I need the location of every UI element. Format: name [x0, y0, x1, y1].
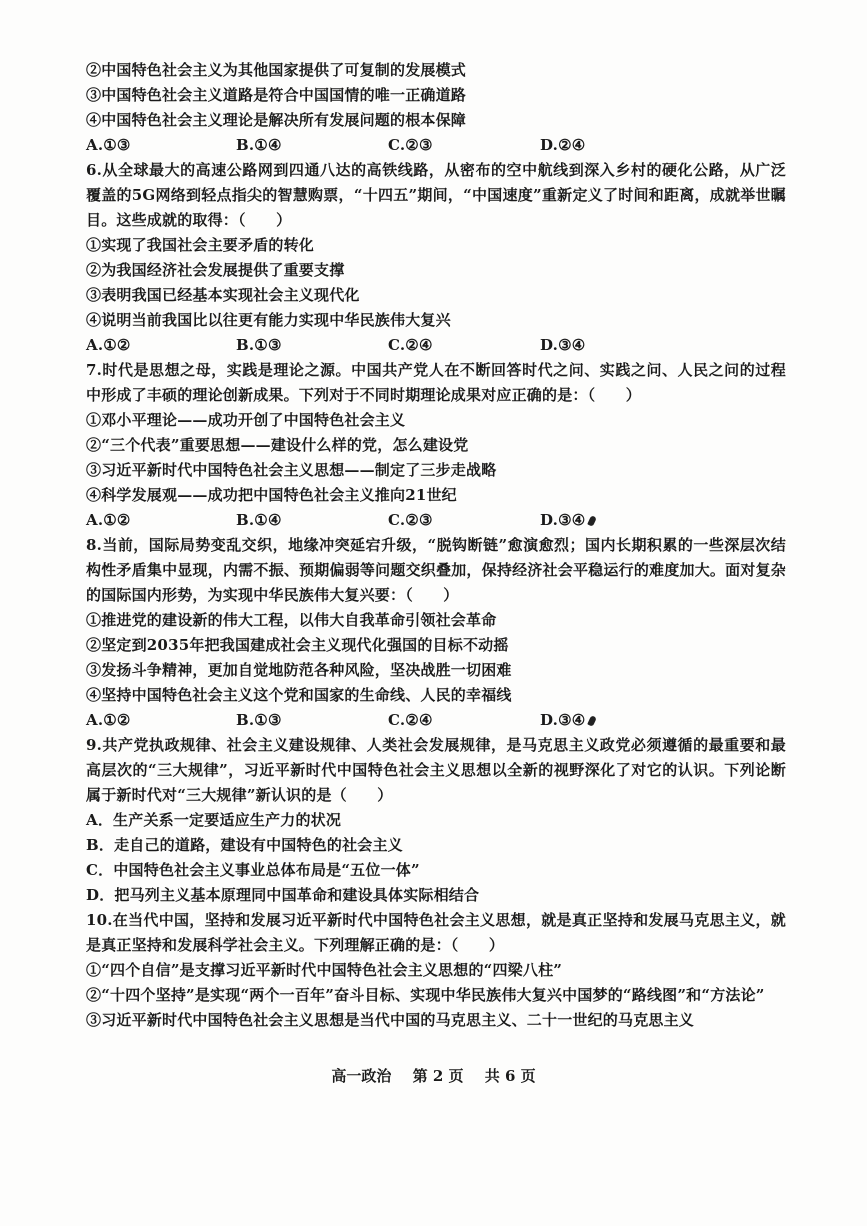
q9-option-c: C．中国特色社会主义事业总体布局是“五位一体”: [86, 861, 420, 879]
q7-option-4: ④科学发展观——成功把中国特色社会主义推向21世纪: [86, 486, 457, 504]
q7-option-3: ③习近平新时代中国特色社会主义思想——制定了三步走战略: [86, 461, 497, 479]
question-10-stem: 10.在当代中国，坚持和发展习近平新时代中国特色社会主义思想，就是真正坚持和发展马克思主义，就是真正坚持和发展科学社会主义。下列理解正确的是：（ ）: [86, 911, 786, 954]
pen-mark: [588, 515, 598, 527]
q9-option-b: B．走自己的道路，建设有中国特色的社会主义: [86, 836, 403, 854]
q6-option-3: ③表明我国已经基本实现社会主义现代化: [86, 286, 360, 304]
q6-choice-d: D.③④: [540, 336, 586, 354]
q7-choice-c: C.②③: [388, 511, 433, 529]
choice-a: A.①③: [86, 136, 131, 154]
q6-option-4: ④说明当前我国比以往更有能力实现中华民族伟大复兴: [86, 311, 451, 329]
q7-option-2: ②“三个代表”重要思想——建设什么样的党，怎么建设党: [86, 436, 469, 454]
question-6: [86, 158, 786, 358]
q10-option-1: ①“四个自信”是支撑习近平新时代中国特色社会主义思想的“四梁八柱”: [86, 961, 563, 979]
q7-choice-a: A.①②: [86, 511, 131, 529]
q7-option-1: ①邓小平理论——成功开创了中国特色社会主义: [86, 411, 406, 429]
choice-b: B.①④: [236, 136, 282, 154]
question-5-continued: [86, 58, 786, 158]
page-footer: [0, 1065, 867, 1086]
q6-choice-c: C.②④: [388, 336, 433, 354]
q7-choice-d: [540, 508, 692, 533]
q10-option-2: ②“十四个坚持”是实现“两个一百年”奋斗目标、实现中华民族伟大复兴中国梦的“路线图”和“方法论”: [86, 986, 765, 1004]
q6-answer-choices: [86, 333, 786, 358]
q8-choice-d: [540, 708, 692, 733]
q8-choice-d-label: D.③④: [540, 711, 586, 729]
q8-option-1: ①推进党的建设新的伟大工程，以伟大自我革命引领社会革命: [86, 611, 497, 629]
q9-option-d: D．把马列主义基本原理同中国革命和建设具体实际相结合: [86, 886, 480, 904]
q8-option-3: ③发扬斗争精神，更加自觉地防范各种风险，坚决战胜一切困难: [86, 661, 512, 679]
option-4: ④中国特色社会主义理论是解决所有发展问题的根本保障: [86, 111, 467, 129]
footer-page-number: 第 2 页: [412, 1067, 464, 1085]
question-7-stem: 7.时代是思想之母，实践是理论之源。中国共产党人在不断回答时代之问、实践之问、人民之问的过程中形成了丰硕的理论创新成果。下列对于不同时期理论成果对应正确的是：（ ）: [86, 361, 786, 404]
q8-choice-a: A.①②: [86, 711, 131, 729]
question-9: [86, 733, 786, 908]
question-7: [86, 358, 786, 533]
q7-choice-b: B.①④: [236, 511, 282, 529]
question-10: [86, 908, 786, 1033]
q8-choice-b: B.①③: [236, 711, 282, 729]
pen-mark: [588, 715, 598, 727]
answer-choices: [86, 133, 786, 158]
q8-choice-c: C.②④: [388, 711, 433, 729]
choice-c: C.②③: [388, 136, 433, 154]
question-9-stem: 9.共产党执政规律、社会主义建设规律、人类社会发展规律，是马克思主义政党必须遵循的最重要和最高层次的“三大规律”，习近平新时代中国特色社会主义思想以全新的视野深化了对它的认识。下列论断属于新时代对“三大规律”新认识的是（ ）: [86, 736, 786, 804]
q7-answer-choices: [86, 508, 786, 533]
q8-option-4: ④坚持中国特色社会主义这个党和国家的生命线、人民的幸福线: [86, 686, 512, 704]
option-3: ③中国特色社会主义道路是符合中国国情的唯一正确道路: [86, 86, 467, 104]
q6-choice-a: A.①②: [86, 336, 131, 354]
option-2: ②中国特色社会主义为其他国家提供了可复制的发展模式: [86, 61, 467, 79]
q6-option-1: ①实现了我国社会主要矛盾的转化: [86, 236, 315, 254]
q6-option-2: ②为我国经济社会发展提供了重要支撑: [86, 261, 345, 279]
footer-subject: 高一政治: [331, 1067, 392, 1085]
footer-total-pages: 共 6 页: [484, 1067, 536, 1085]
question-8: [86, 533, 786, 733]
question-8-stem: 8.当前，国际局势变乱交织，地缘冲突延宕升级，“脱钩断链”愈演愈烈；国内长期积累的一些深层次结构性矛盾集中显现，内需不振、预期偏弱等问题交织叠加，保持经济社会平稳运行的难度加大。面对复杂的国际国内形势，为实现中华民族伟大复兴要：（ ）: [86, 536, 786, 604]
q10-option-3: ③习近平新时代中国特色社会主义思想是当代中国的马克思主义、二十一世纪的马克思主义: [86, 1011, 695, 1029]
q8-option-2: ②坚定到2035年把我国建成社会主义现代化强国的目标不动摇: [86, 636, 509, 654]
q9-option-a: A．生产关系一定要适应生产力的状况: [86, 811, 342, 829]
q6-choice-b: B.①③: [236, 336, 282, 354]
question-6-stem: 6.从全球最大的高速公路网到四通八达的高铁线路，从密布的空中航线到深入乡村的硬化公路，从广泛覆盖的5G网络到轻点指尖的智慧购票，“十四五”期间，“中国速度”重新定义了时间和距离，成就举世瞩目。这些成就的取得：（ ）: [86, 161, 786, 229]
choice-d: D.②④: [540, 136, 586, 154]
q7-choice-d-label: D.③④: [540, 511, 586, 529]
exam-content: [86, 58, 786, 1033]
q8-answer-choices: [86, 708, 786, 733]
